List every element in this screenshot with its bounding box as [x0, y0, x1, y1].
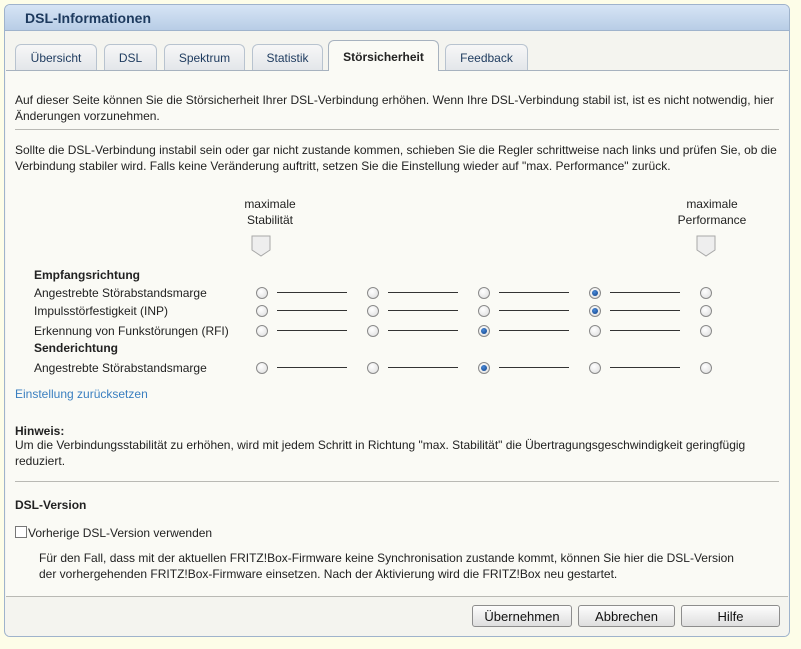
slider-track-segment: [499, 330, 569, 331]
performance-arrow-icon: [696, 235, 716, 257]
apply-button[interactable]: Übernehmen: [472, 605, 572, 627]
slider-track-segment: [388, 310, 458, 311]
radio-rx-inp-2[interactable]: [367, 305, 379, 317]
tab-stoersicherheit[interactable]: Störsicherheit: [328, 40, 439, 71]
slider-track-segment: [277, 292, 347, 293]
row-label-rx-rfi: Erkennung von Funkstörungen (RFI): [34, 324, 229, 338]
intro-text: Auf dieser Seite können Sie die Störsicherheit Ihrer DSL-Verbindung erhöhen. Wenn Ihre DSL-Verbindung stabil ist, ist es nicht notwendig, hier Änderungen vorzunehmen.: [15, 93, 774, 123]
divider: [15, 129, 779, 130]
button-bar: [6, 596, 788, 636]
slider-track-segment: [388, 330, 458, 331]
tab-statistik[interactable]: Statistik: [252, 44, 323, 70]
radio-rx-inp-4[interactable]: [589, 305, 601, 317]
scale-right-line2: Performance: [677, 213, 747, 227]
radio-tx-snr-2[interactable]: [367, 362, 379, 374]
scale-right-line1: maximale: [686, 197, 738, 211]
tab-uebersicht[interactable]: Übersicht: [15, 44, 97, 70]
slider-track-segment: [610, 292, 680, 293]
tab-spektrum[interactable]: Spektrum: [164, 44, 245, 70]
help-button[interactable]: Hilfe: [681, 605, 780, 627]
radio-tx-snr-1[interactable]: [256, 362, 268, 374]
stability-arrow-icon: [251, 235, 271, 257]
instructions-text: Sollte die DSL-Verbindung instabil sein oder gar nicht zustande kommen, schieben Sie die Regler schrittweise nach links und prüfen Sie, ob die Verbindung stabiler wird. Falls keine Veränderung auftritt, setzen Sie die Einstellung wieder auf "max. Performance" zurück.: [15, 143, 777, 173]
tab-dsl[interactable]: DSL: [104, 44, 157, 70]
radio-tx-snr-5[interactable]: [700, 362, 712, 374]
divider: [15, 481, 779, 482]
slider-track-segment: [277, 367, 347, 368]
tab-feedback[interactable]: Feedback: [445, 44, 528, 70]
radio-rx-rfi-4[interactable]: [589, 325, 601, 337]
radio-rx-inp-3[interactable]: [478, 305, 490, 317]
tab-bar: [15, 40, 789, 70]
row-label-rx-snr: Angestrebte Störabstandsmarge: [34, 286, 207, 300]
tab-content: [6, 70, 788, 596]
slider-track-segment: [388, 367, 458, 368]
row-label-rx-inp: Impulsstörfestigkeit (INP): [34, 304, 169, 318]
radio-rx-rfi-1[interactable]: [256, 325, 268, 337]
radio-rx-snr-1[interactable]: [256, 287, 268, 299]
dsl-info-panel: [4, 4, 790, 637]
reset-link[interactable]: Einstellung zurücksetzen: [15, 387, 148, 401]
radio-rx-inp-5[interactable]: [700, 305, 712, 317]
radio-rx-snr-5[interactable]: [700, 287, 712, 299]
slider-track-segment: [610, 330, 680, 331]
radio-rx-snr-4[interactable]: [589, 287, 601, 299]
slider-track-segment: [277, 310, 347, 311]
radio-rx-rfi-5[interactable]: [700, 325, 712, 337]
scale-left-label: [215, 196, 325, 228]
scale-left-line2: Stabilität: [246, 213, 294, 227]
scale-left-line1: maximale: [244, 197, 296, 211]
previous-dsl-version-label[interactable]: Vorherige DSL-Version verwenden: [28, 526, 213, 540]
slider-track-segment: [499, 310, 569, 311]
slider-track-segment: [277, 330, 347, 331]
radio-tx-snr-3[interactable]: [478, 362, 490, 374]
section-send: Senderichtung: [34, 341, 119, 355]
radio-rx-snr-2[interactable]: [367, 287, 379, 299]
previous-dsl-version-checkbox[interactable]: [15, 526, 27, 538]
dsl-version-description: Für den Fall, dass mit der aktuellen FRITZ!Box-Firmware keine Synchronisation zustande kommt, können Sie hier die DSL-Version der vorhergehenden FRITZ!Box-Firmware einsetzen. Nach der Aktivierung wird die FRITZ!Box neu gestartet.: [39, 551, 734, 581]
radio-rx-snr-3[interactable]: [478, 287, 490, 299]
slider-track-segment: [388, 292, 458, 293]
radio-tx-snr-4[interactable]: [589, 362, 601, 374]
window-title: DSL-Informationen: [5, 5, 789, 31]
row-label-tx-snr: Angestrebte Störabstandsmarge: [34, 361, 207, 375]
slider-track-segment: [499, 367, 569, 368]
hint-text: Um die Verbindungsstabilität zu erhöhen, wird mit jedem Schritt in Richtung "max. Stabilität" die Übertragungsgeschwindigkeit geringfügig reduziert.: [15, 438, 746, 468]
slider-track-segment: [499, 292, 569, 293]
radio-rx-rfi-3[interactable]: [478, 325, 490, 337]
cancel-button[interactable]: Abbrechen: [578, 605, 675, 627]
section-receive: Empfangsrichtung: [34, 268, 141, 282]
radio-rx-inp-1[interactable]: [256, 305, 268, 317]
hint-title: Hinweis:: [15, 424, 65, 438]
dsl-version-title: DSL-Version: [15, 498, 87, 512]
radio-rx-rfi-2[interactable]: [367, 325, 379, 337]
scale-right-label: [657, 196, 767, 228]
slider-track-segment: [610, 367, 680, 368]
slider-track-segment: [610, 310, 680, 311]
